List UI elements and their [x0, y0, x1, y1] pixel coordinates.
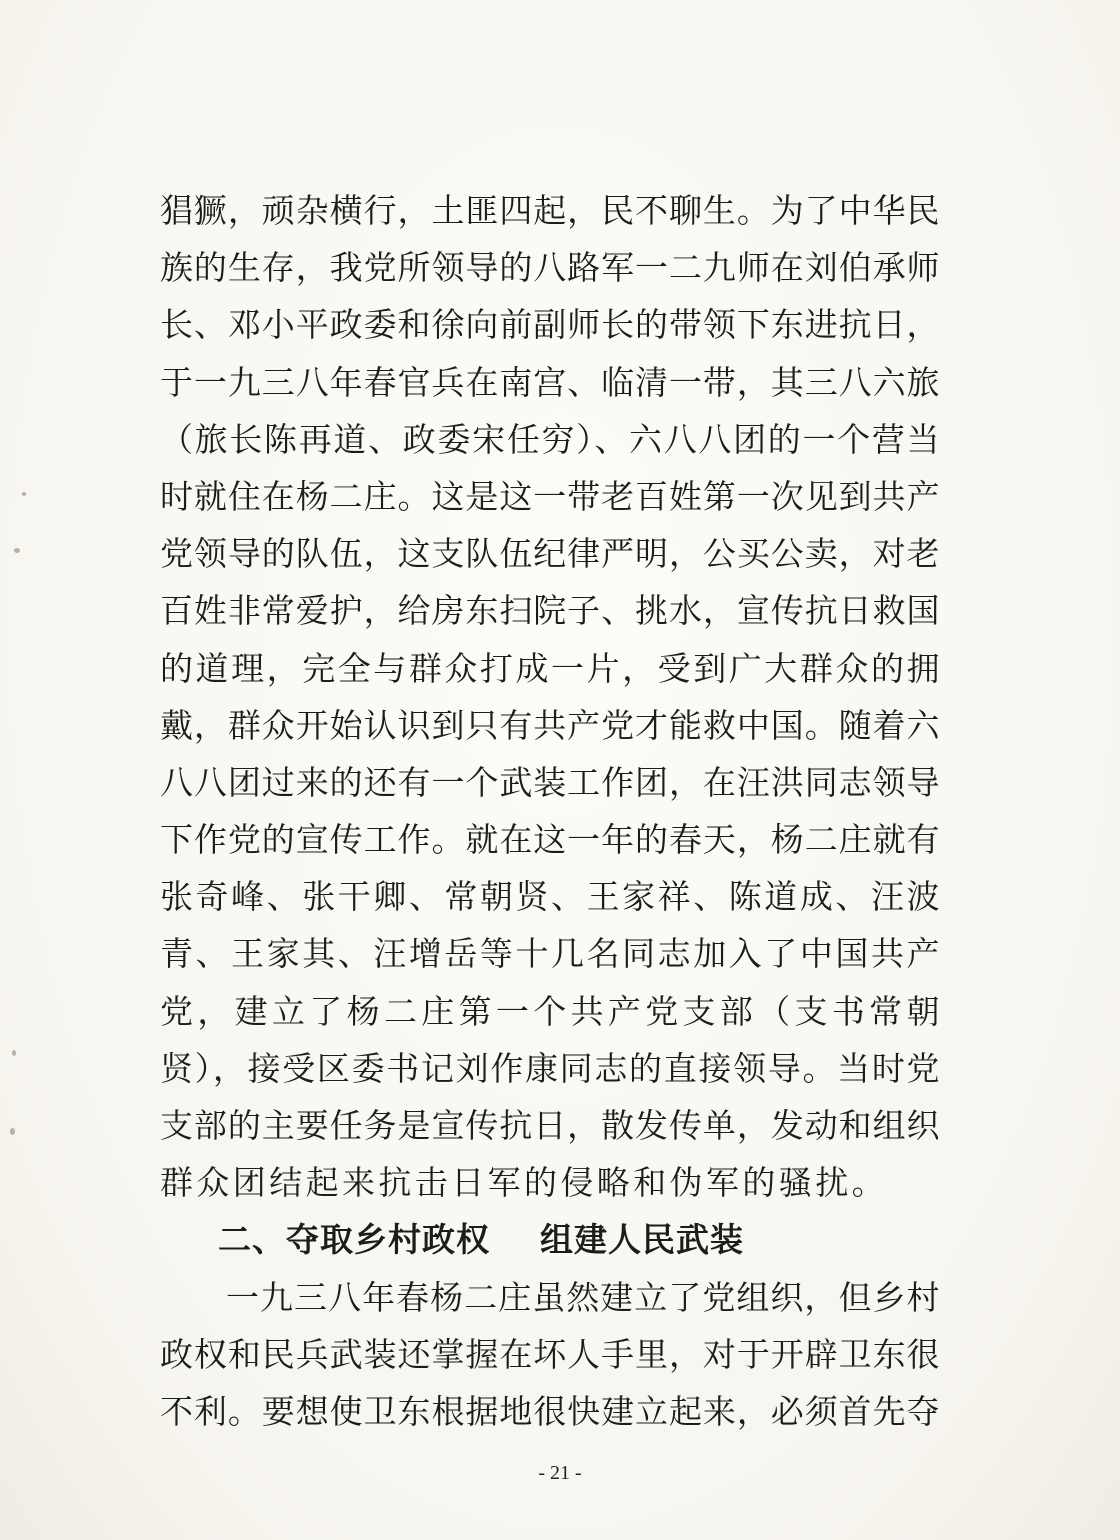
- text-line: 不利。要想使卫东根据地很快建立起来，必须首先夺: [160, 1391, 940, 1431]
- text-line: 猖獗，顽杂横行，土匪四起，民不聊生。为了中华民: [160, 191, 940, 230]
- scan-speck: [10, 1128, 15, 1135]
- text-line: 支部的主要任务是宣传抗日，散发传单，发动和组织: [160, 1106, 940, 1145]
- text-line: 青、王家其、汪增岳等十几名同志加入了中国共产: [160, 934, 940, 974]
- text-line: 百姓非常爱护，给房东扫院子、挑水，宣传抗日救国: [160, 591, 940, 631]
- text-line: 戴，群众开始认识到只有共产党才能救中国。随着六: [160, 705, 940, 745]
- section-heading: 二、夺取乡村政权 组建人民武装: [218, 1220, 744, 1260]
- text-line: 时就住在杨二庄。这是这一带老百姓第一次见到共产: [160, 476, 940, 516]
- text-line: 党，建立了杨二庄第一个共产党支部（支书常朝: [160, 991, 940, 1031]
- text-line: 于一九三八年春官兵在南宫、临清一带，其三八六旅: [160, 362, 940, 402]
- text-line: 群众团结起来抗击日军的侵略和伪军的骚扰。: [160, 1163, 888, 1203]
- text-line: 张奇峰、张干卿、常朝贤、王家祥、陈道成、汪波: [160, 877, 940, 917]
- text-line: （旅长陈再道、政委宋任穷）、六八八团的一个营当: [160, 419, 940, 459]
- text-line: 党领导的队伍，这支队伍纪律严明，公买公卖，对老: [160, 534, 940, 574]
- text-line: 八八团过来的还有一个武装工作团，在汪洪同志领导: [160, 762, 940, 802]
- scan-speck: [14, 548, 20, 553]
- document-body: [160, 182, 940, 1440]
- text-line: 族的生存，我党所领导的八路军一二九师在刘伯承师: [160, 248, 940, 288]
- page-number: - 21 -: [538, 1462, 582, 1484]
- text-line: 长、邓小平政委和徐向前副师长的带领下东进抗日，: [160, 305, 940, 345]
- scan-speck: [22, 492, 26, 496]
- scan-speck: [12, 1050, 16, 1056]
- text-line: 的道理，完全与群众打成一片，受到广大群众的拥: [160, 648, 940, 688]
- text-line: 下作党的宣传工作。就在这一年的春天，杨二庄就有: [160, 820, 940, 860]
- text-line: 一九三八年春杨二庄虽然建立了党组织，但乡村: [226, 1277, 940, 1317]
- text-line: 贤），接受区委书记刘作康同志的直接领导。当时党: [160, 1048, 940, 1088]
- text-line: 政权和民兵武装还掌握在坏人手里，对于开辟卫东很: [160, 1334, 940, 1374]
